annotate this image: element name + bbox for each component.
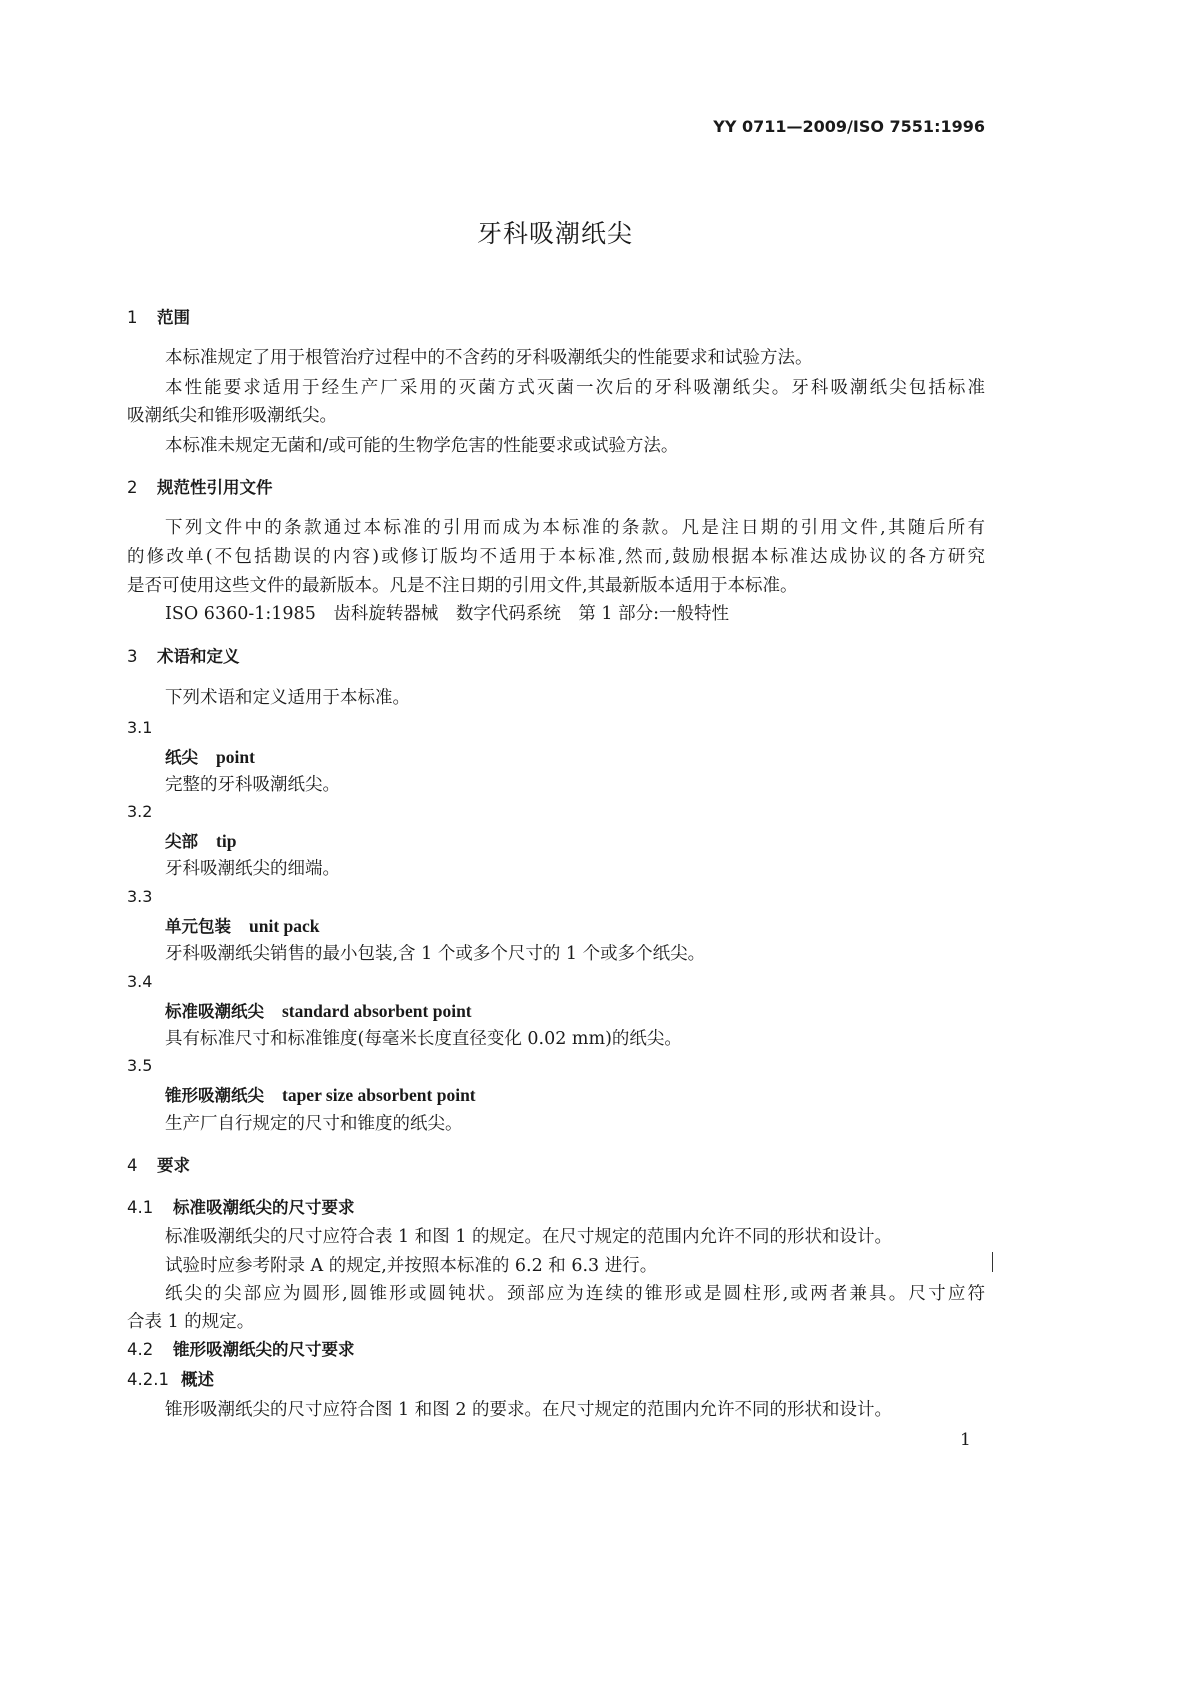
paragraph-cont: 吸潮纸尖和锥形吸潮纸尖。	[127, 406, 337, 426]
section-4-2-heading	[127, 1339, 355, 1361]
paragraph: 本性能要求适用于经生产厂采用的灭菌方式灭菌一次后的牙科吸潮纸尖。牙科吸潮纸尖包括标准	[165, 378, 985, 398]
term-heading	[165, 746, 255, 769]
section-title: 标准吸潮纸尖的尺寸要求	[173, 1198, 355, 1217]
section-4-1-heading	[127, 1197, 355, 1219]
term-heading	[165, 915, 320, 938]
paragraph: 本标准规定了用于根管治疗过程中的不含药的牙科吸潮纸尖的性能要求和试验方法。	[165, 348, 813, 368]
paragraph-cont: 的修改单(不包括勘误的内容)或修订版均不适用于本标准,然而,鼓励根据本标准达成协议的各方研究	[127, 547, 985, 567]
term-definition: 具有标准尺寸和标准锥度(每毫米长度直径变化 0.02 mm)的纸尖。	[165, 1029, 682, 1049]
change-bar	[992, 1252, 993, 1272]
term-definition: 牙科吸潮纸尖销售的最小包装,含 1 个或多个尺寸的 1 个或多个纸尖。	[165, 944, 706, 964]
term-definition: 牙科吸潮纸尖的细端。	[165, 859, 340, 879]
section-number: 4.2	[127, 1340, 154, 1359]
section-title: 规范性引用文件	[157, 478, 273, 497]
section-number: 4.1	[127, 1198, 154, 1217]
paragraph-cont: 合表 1 的规定。	[127, 1312, 255, 1332]
term-definition: 完整的牙科吸潮纸尖。	[165, 775, 340, 795]
section-4-heading	[127, 1155, 190, 1177]
term-en: unit pack	[249, 916, 320, 936]
paragraph: 锥形吸潮纸尖的尺寸应符合图 1 和图 2 的要求。在尺寸规定的范围内允许不同的形状和设计。	[165, 1400, 893, 1420]
term-number: 3.2	[127, 802, 153, 821]
section-1-heading	[127, 307, 190, 329]
section-title: 要求	[157, 1156, 190, 1175]
document-code-header: YY 0711—2009/ISO 7551:1996	[713, 117, 985, 136]
term-heading	[165, 1084, 476, 1107]
term-zh: 单元包装	[165, 917, 231, 936]
section-title: 术语和定义	[157, 647, 240, 666]
term-en: standard absorbent point	[282, 1001, 472, 1021]
section-title: 概述	[181, 1370, 214, 1389]
section-title: 锥形吸潮纸尖的尺寸要求	[173, 1340, 355, 1359]
section-number: 2	[127, 478, 138, 497]
term-definition: 生产厂自行规定的尺寸和锥度的纸尖。	[165, 1114, 463, 1134]
section-4-2-1-heading	[127, 1369, 214, 1391]
paragraph: 标准吸潮纸尖的尺寸应符合表 1 和图 1 的规定。在尺寸规定的范围内允许不同的形状和设计。	[165, 1227, 893, 1247]
section-number: 4	[127, 1156, 138, 1175]
section-number: 4.2.1	[127, 1370, 169, 1389]
paragraph: 试验时应参考附录 A 的规定,并按照本标准的 6.2 和 6.3 进行。	[165, 1256, 658, 1276]
section-number: 1	[127, 308, 138, 327]
term-number: 3.5	[127, 1056, 153, 1075]
term-en: tip	[216, 831, 237, 851]
term-zh: 标准吸潮纸尖	[165, 1002, 264, 1021]
section-2-heading	[127, 477, 273, 499]
page-number: 1	[960, 1430, 971, 1450]
term-en: taper size absorbent point	[282, 1085, 476, 1105]
paragraph-cont: 是否可使用这些文件的最新版本。凡是不注日期的引用文件,其最新版本适用于本标准。	[127, 576, 798, 596]
term-zh: 尖部	[165, 832, 198, 851]
term-number: 3.4	[127, 972, 153, 991]
term-heading	[165, 830, 236, 853]
section-title: 范围	[157, 308, 190, 327]
term-number: 3.3	[127, 887, 153, 906]
paragraph: 下列文件中的条款通过本标准的引用而成为本标准的条款。凡是注日期的引用文件,其随后所有	[165, 518, 985, 538]
paragraph: 纸尖的尖部应为圆形,圆锥形或圆钝状。颈部应为连续的锥形或是圆柱形,或两者兼具。尺寸应符	[165, 1284, 985, 1304]
document-title: 牙科吸潮纸尖	[476, 219, 633, 248]
paragraph: 本标准未规定无菌和/或可能的生物学危害的性能要求或试验方法。	[165, 436, 679, 456]
term-zh: 纸尖	[165, 748, 198, 767]
section-3-heading	[127, 646, 240, 668]
term-zh: 锥形吸潮纸尖	[165, 1086, 264, 1105]
normative-reference: ISO 6360-1:1985 齿科旋转器械 数字代码系统 第 1 部分:一般特性	[165, 604, 729, 624]
term-heading	[165, 1000, 472, 1023]
term-number: 3.1	[127, 718, 153, 737]
section-number: 3	[127, 647, 138, 666]
paragraph: 下列术语和定义适用于本标准。	[165, 688, 410, 708]
term-en: point	[216, 747, 255, 767]
